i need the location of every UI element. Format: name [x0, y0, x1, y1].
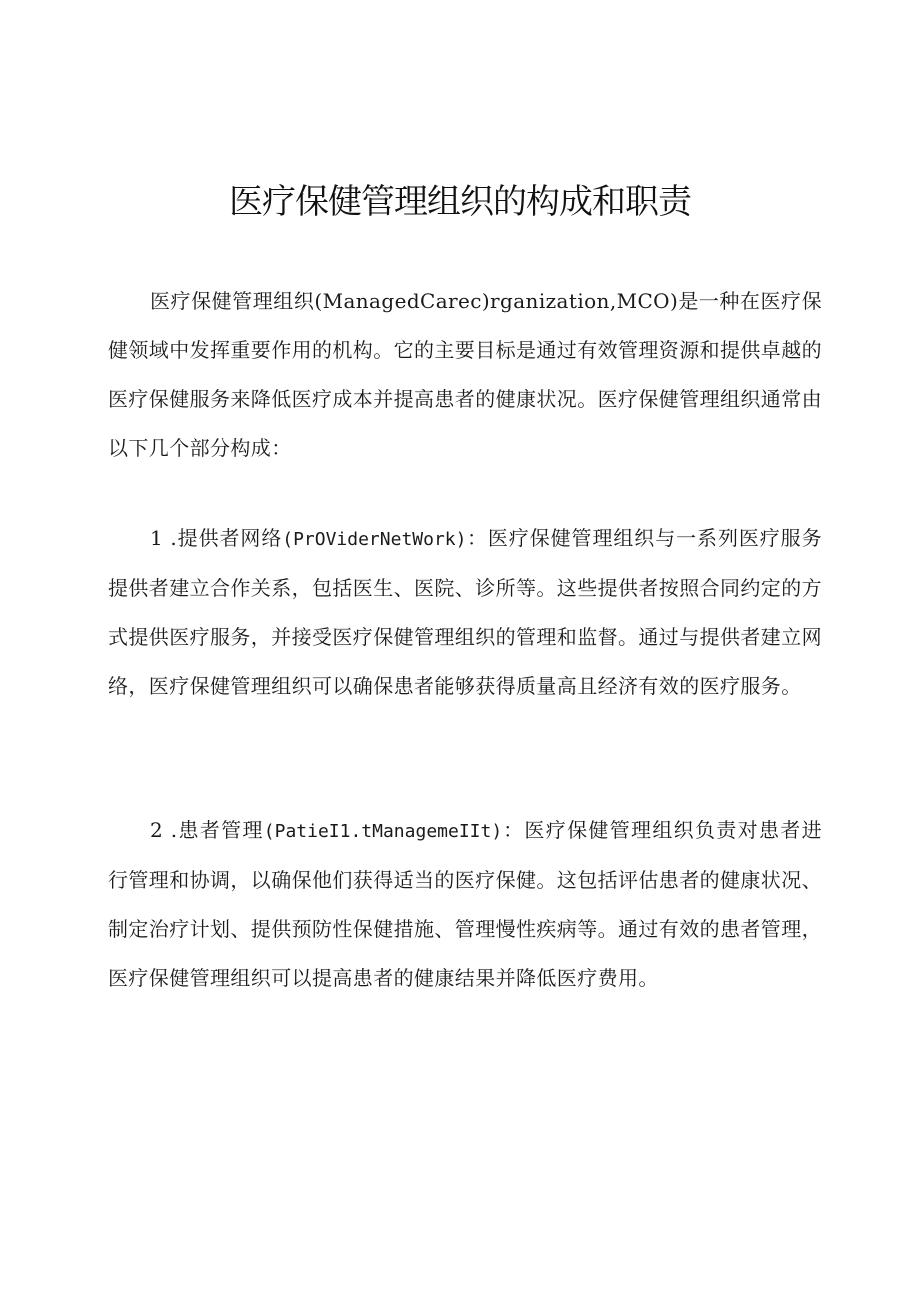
item-term: (PatieI1.tManagemeIIt)	[263, 821, 503, 842]
item-body: ：医疗保健管理组织与一系列医疗服务提供者建立合作关系，包括医生、医院、诊所等。这些提供者按照合同约定的方式提供医疗服务，并接受医疗保健管理组织的管理和监督。通过与提供者建立网络，医疗保健管理组织可以确保患者能够获得质量高且经济有效的医疗服务。	[108, 526, 822, 698]
item-heading: 患者管理	[177, 818, 264, 842]
item-body: ：医疗保健管理组织负责对患者进行管理和协调，以确保他们获得适当的医疗保健。这包括评估患者的健康状况、制定治疗计划、提供预防性保健措施、管理慢性疾病等。通过有效的患者管理，医疗保健管理组织可以提高患者的健康结果并降低医疗费用。	[108, 818, 822, 990]
item-number: 2	[150, 818, 164, 842]
list-item-provider-network: 1 .提供者网络(PrOViderNetWork)：医疗保健管理组织与一系列医疗服务提供者建立合作关系，包括医生、医院、诊所等。这些提供者按照合同约定的方式提供医疗服务，并接受医疗保健管理组织的管理和监督。通过与提供者建立网络，医疗保健管理组织可以确保患者能够获得质量高且经济有效的医疗服务。	[108, 526, 822, 698]
intro-paragraph: 医疗保健管理组织(ManagedCarec)rganization,MCO)是一种在医疗保健领域中发挥重要作用的机构。它的主要目标是通过有效管理资源和提供卓越的医疗保健服务来降低医疗成本并提高患者的健康状况。医疗保健管理组织通常由以下几个部分构成：	[108, 289, 822, 460]
document-title: 医疗保健管理组织的构成和职责	[229, 182, 691, 222]
item-heading: 提供者网络	[177, 526, 283, 550]
item-number: 1	[150, 526, 164, 550]
list-item-patient-management: 2 .患者管理(PatieI1.tManagemeIIt)：医疗保健管理组织负责对患者进行管理和协调，以确保他们获得适当的医疗保健。这包括评估患者的健康状况、制定治疗计划、提供预防性保健措施、管理慢性疾病等。通过有效的患者管理，医疗保健管理组织可以提高患者的健康结果并降低医疗费用。	[108, 818, 822, 990]
item-term: (PrOViderNetWork)	[282, 529, 467, 550]
